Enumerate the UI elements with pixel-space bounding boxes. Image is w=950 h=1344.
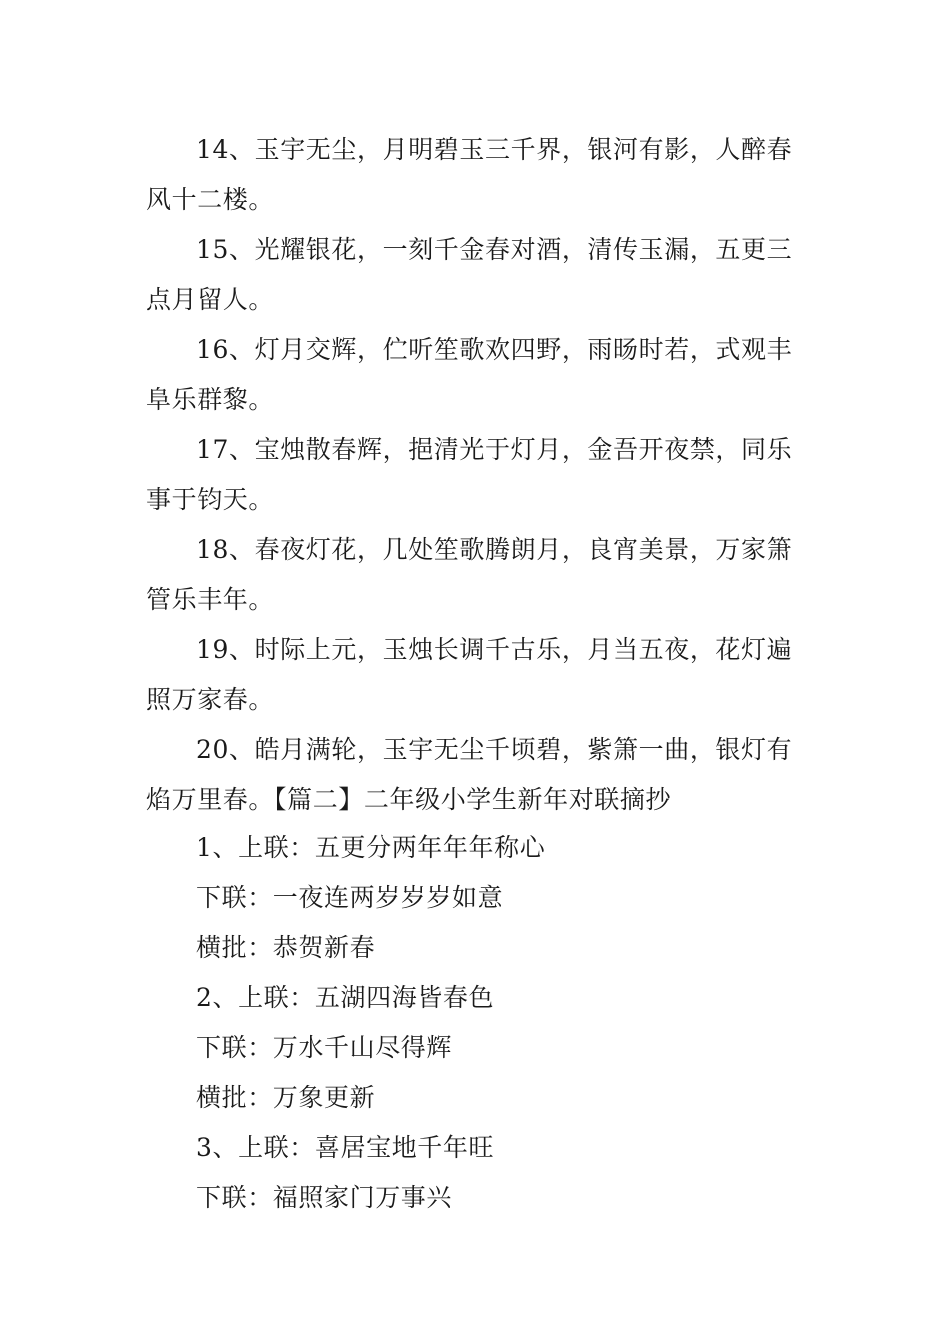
paragraph-text: 15、光耀银花，一刻千金春对酒，清传玉漏，五更三点月留人。 xyxy=(146,235,793,314)
couplet-paragraph-14 xyxy=(146,125,808,225)
couplet-1-lower: 下联：一夜连两岁岁岁如意 xyxy=(196,883,504,912)
couplet-3-lower: 下联：福照家门万事兴 xyxy=(196,1183,453,1212)
couplet-2-upper: 2、上联：五湖四海皆春色 xyxy=(196,983,495,1012)
couplet-1-banner: 横批：恭贺新春 xyxy=(196,933,376,962)
couplet-paragraph-16 xyxy=(146,325,808,425)
paragraph-text: 20、皓月满轮，玉宇无尘千顷碧，紫箫一曲，银灯有焰万里春。【篇二】二年级小学生新年对联摘抄 xyxy=(146,735,793,814)
couplet-1-upper: 1、上联：五更分两年年年称心 xyxy=(196,833,546,862)
paragraph-text: 16、灯月交辉，伫听笙歌欢四野，雨旸时若，式观丰阜乐群黎。 xyxy=(146,335,793,414)
couplet-paragraph-18 xyxy=(146,525,808,625)
couplet-3-upper: 3、上联：喜居宝地千年旺 xyxy=(196,1133,495,1162)
paragraph-text: 17、宝烛散春辉，挹清光于灯月，金吾开夜禁，同乐事于钧天。 xyxy=(146,435,793,514)
paragraph-text: 19、时际上元，玉烛长调千古乐，月当五夜，花灯遍照万家春。 xyxy=(146,635,793,714)
paragraph-text: 18、春夜灯花，几处笙歌腾朗月，良宵美景，万家箫管乐丰年。 xyxy=(146,535,793,614)
couplet-2-banner: 横批：万象更新 xyxy=(196,1083,376,1112)
paragraph-text: 14、玉宇无尘，月明碧玉三千界，银河有影，人醉春风十二楼。 xyxy=(146,135,793,214)
couplet-paragraph-20 xyxy=(146,725,808,825)
couplet-2-lower: 下联：万水千山尽得辉 xyxy=(196,1033,453,1062)
couplet-paragraph-15 xyxy=(146,225,808,325)
couplet-paragraph-17 xyxy=(146,425,808,525)
couplet-paragraph-19 xyxy=(146,625,808,725)
